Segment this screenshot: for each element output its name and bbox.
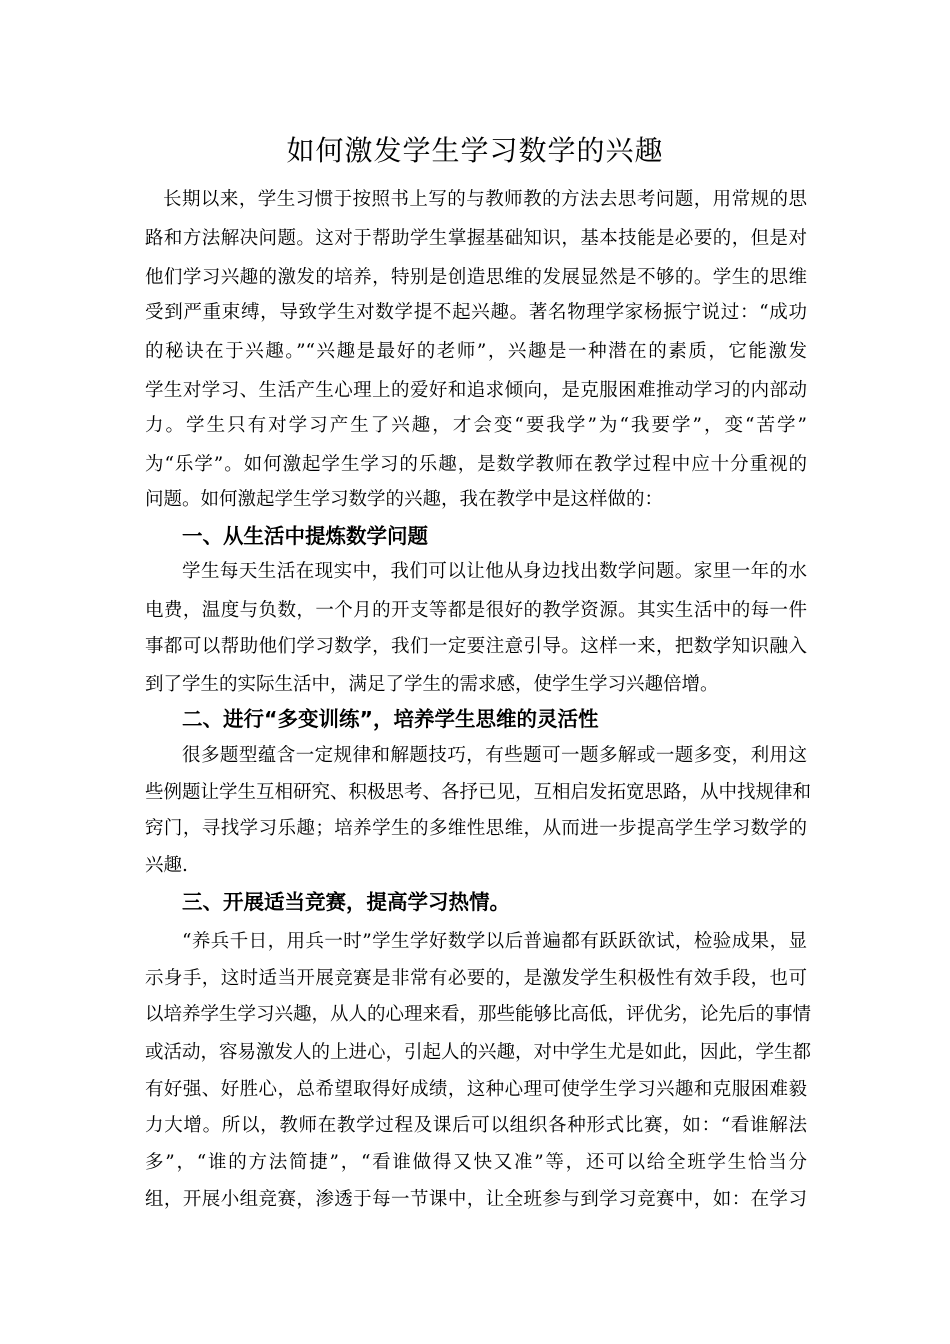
section-heading: 一、从生活中提炼数学问题 — [182, 524, 428, 548]
intro-line: 长期以来，学生习惯于按照书上写的与教师教的方法去思考问题，用常规的思 — [163, 189, 807, 210]
intro-line: 力。学生只有对学习产生了兴趣，才会变“要我学”为“我要学”，变“苦学” — [145, 415, 807, 436]
paragraph-line: 事都可以帮助他们学习数学，我们一定要注意引导。这样一来，把数学知识融入 — [145, 636, 807, 657]
paragraph-line: 到了学生的实际生活中，满足了学生的需求感，使学生学习兴趣倍增。 — [145, 674, 719, 695]
paragraph-line: 示身手，这时适当开展竞赛是非常有必要的，是激发学生积极性有效手段，也可 — [145, 968, 807, 989]
intro-line: 的秘诀在于兴趣。”“兴趣是最好的老师”，兴趣是一种潜在的素质，它能激发 — [145, 341, 807, 362]
paragraph-line: 力大增。所以，教师在教学过程及课后可以组织各种形式比赛，如：“看谁解法 — [145, 1115, 807, 1136]
paragraph-line: 以培养学生学习兴趣，从人的心理来看，那些能够比高低，评优劣，论先后的事情 — [145, 1004, 812, 1025]
paragraph-line: 兴趣. — [145, 855, 188, 876]
intro-line: 受到严重束缚，导致学生对数学提不起兴趣。著名物理学家杨振宁说过：“成功 — [145, 302, 807, 323]
intro-line: 问题。如何激起学生学习数学的兴趣，我在教学中是这样做的： — [145, 489, 664, 510]
section-heading: 二、进行“多变训练”，培养学生思维的灵活性 — [182, 707, 599, 731]
intro-line: 为“乐学”。如何激起学生学习的乐趣，是数学教师在教学过程中应十分重视的 — [145, 454, 807, 475]
paragraph-line: 有好强、好胜心，总希望取得好成绩，这种心理可使学生学习兴趣和克服困难毅 — [145, 1079, 807, 1100]
paragraph-line: 些例题让学生互相研究、积极思考、各抒已见，互相启发拓宽思路，从中找规律和 — [145, 782, 812, 803]
paragraph-line: 多”，“谁的方法简捷”，“看谁做得又快又准”等，还可以给全班学生恰当分 — [145, 1152, 807, 1173]
paragraph-line: 很多题型蕴含一定规律和解题技巧，有些题可一题多解或一题多变，利用这 — [182, 745, 807, 766]
paragraph-line: 或活动，容易激发人的上进心，引起人的兴趣，对中学生尤是如此，因此，学生都 — [145, 1042, 812, 1063]
paragraph-line: 学生每天生活在现实中，我们可以让他从身边找出数学问题。家里一年的水 — [182, 561, 807, 582]
intro-line: 路和方法解决问题。这对于帮助学生掌握基础知识，基本技能是必要的，但是对 — [145, 228, 807, 249]
paragraph-line: 电费，温度与负数，一个月的开支等都是很好的教学资源。其实生活中的每一件 — [145, 600, 807, 621]
paragraph-line: “养兵千日，用兵一时”学生学好数学以后普遍都有跃跃欲试，检验成果，显 — [182, 931, 807, 952]
paragraph-line: 窍门，寻找学习乐趣；培养学生的多维性思维，从而进一步提高学生学习数学的 — [145, 818, 807, 839]
paragraph-line: 组，开展小组竞赛，渗透于每一节课中，让全班参与到学习竞赛中，如：在学习 — [145, 1189, 807, 1210]
section-heading: 三、开展适当竞赛，提高学习热情。 — [182, 890, 510, 914]
intro-line: 学生对学习、生活产生心理上的爱好和追求倾向，是克服困难推动学习的内部动 — [145, 380, 807, 401]
intro-line: 他们学习兴趣的激发的培养，特别是创造思维的发展显然是不够的。学生的思维 — [145, 267, 807, 288]
page-title: 如何激发学生学习数学的兴趣 — [286, 134, 664, 167]
